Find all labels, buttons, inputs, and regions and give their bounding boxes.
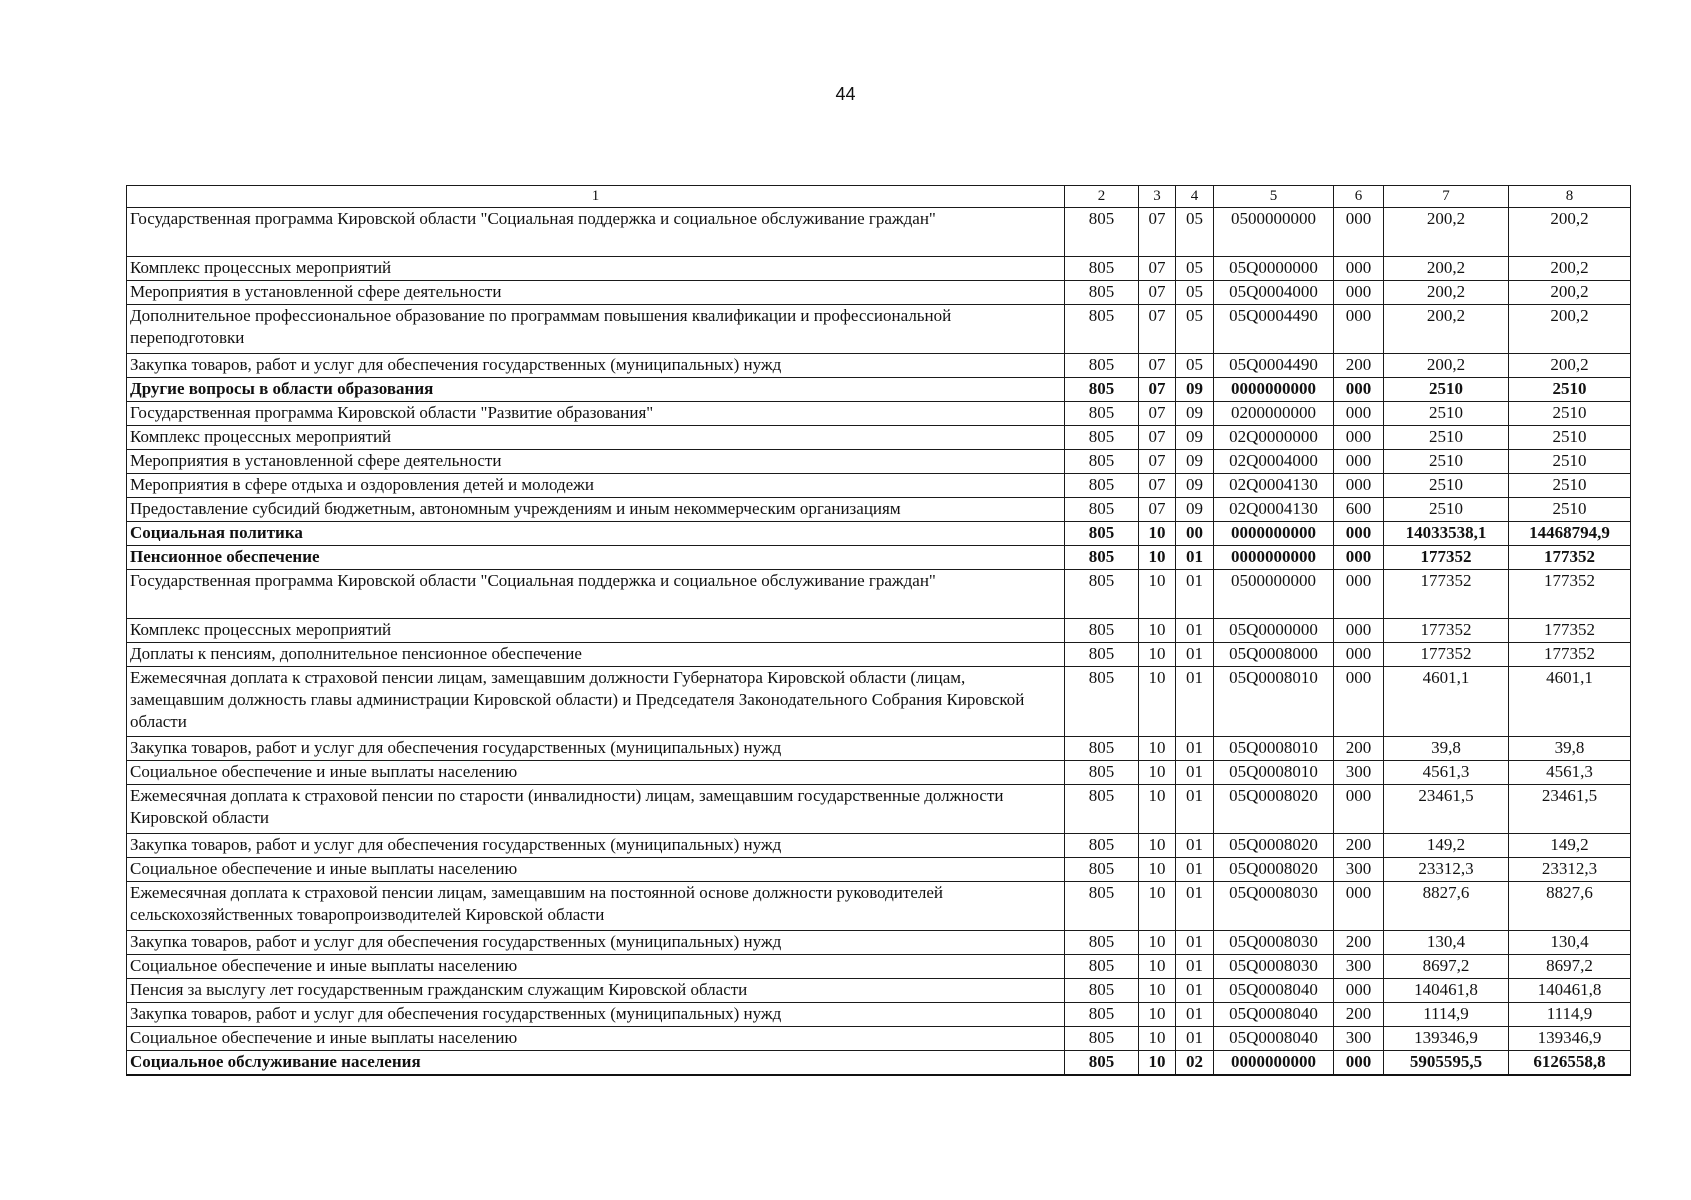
amount-cell: 140461,8 — [1509, 979, 1631, 1003]
code-cell: 805 — [1065, 619, 1139, 643]
row-name: Социальное обслуживание населения — [127, 1051, 1065, 1076]
row-name: Дополнительное профессиональное образование по программам повышения квалификации и профессиональной переподготовки — [127, 305, 1065, 354]
code-cell: 07 — [1139, 498, 1176, 522]
code-cell: 805 — [1065, 737, 1139, 761]
code-cell: 07 — [1139, 450, 1176, 474]
code-cell: 000 — [1334, 522, 1384, 546]
code-cell: 01 — [1176, 785, 1214, 834]
row-name: Мероприятия в установленной сфере деятельности — [127, 450, 1065, 474]
code-cell: 0000000000 — [1214, 1051, 1334, 1076]
code-cell: 05Q0008010 — [1214, 761, 1334, 785]
amount-cell: 14468794,9 — [1509, 522, 1631, 546]
amount-cell: 2510 — [1509, 474, 1631, 498]
amount-cell: 149,2 — [1509, 834, 1631, 858]
code-cell: 10 — [1139, 834, 1176, 858]
code-cell: 805 — [1065, 1027, 1139, 1051]
code-cell: 805 — [1065, 1051, 1139, 1076]
code-cell: 000 — [1334, 402, 1384, 426]
amount-cell: 177352 — [1509, 546, 1631, 570]
amount-cell: 2510 — [1509, 378, 1631, 402]
code-cell: 805 — [1065, 208, 1139, 257]
table-row — [127, 257, 1631, 281]
code-cell: 000 — [1334, 1051, 1384, 1076]
table-row — [127, 378, 1631, 402]
code-cell: 10 — [1139, 522, 1176, 546]
code-cell: 805 — [1065, 761, 1139, 785]
table-row — [127, 208, 1631, 257]
code-cell: 05 — [1176, 305, 1214, 354]
code-cell: 10 — [1139, 955, 1176, 979]
amount-cell: 2510 — [1384, 474, 1509, 498]
amount-cell: 2510 — [1509, 426, 1631, 450]
code-cell: 07 — [1139, 474, 1176, 498]
amount-cell: 6126558,8 — [1509, 1051, 1631, 1076]
row-name: Социальное обеспечение и иные выплаты населению — [127, 955, 1065, 979]
code-cell: 05Q0004000 — [1214, 281, 1334, 305]
table-row — [127, 979, 1631, 1003]
amount-cell: 2510 — [1384, 498, 1509, 522]
row-name: Закупка товаров, работ и услуг для обеспечения государственных (муниципальных) нужд — [127, 1003, 1065, 1027]
code-cell: 01 — [1176, 643, 1214, 667]
amount-cell: 4561,3 — [1509, 761, 1631, 785]
header-cell: 7 — [1384, 186, 1509, 208]
code-cell: 805 — [1065, 498, 1139, 522]
table-row — [127, 931, 1631, 955]
code-cell: 805 — [1065, 955, 1139, 979]
row-name: Государственная программа Кировской области "Социальная поддержка и социальное обслуживание граждан" — [127, 570, 1065, 619]
code-cell: 02 — [1176, 1051, 1214, 1076]
amount-cell: 177352 — [1384, 546, 1509, 570]
code-cell: 000 — [1334, 378, 1384, 402]
table-row — [127, 882, 1631, 931]
code-cell: 05 — [1176, 257, 1214, 281]
code-cell: 05Q0008010 — [1214, 737, 1334, 761]
code-cell: 000 — [1334, 882, 1384, 931]
code-cell: 0500000000 — [1214, 570, 1334, 619]
code-cell: 000 — [1334, 281, 1384, 305]
code-cell: 05Q0004490 — [1214, 305, 1334, 354]
amount-cell: 2510 — [1509, 498, 1631, 522]
code-cell: 0000000000 — [1214, 522, 1334, 546]
code-cell: 200 — [1334, 354, 1384, 378]
table-row — [127, 667, 1631, 737]
row-name: Мероприятия в установленной сфере деятельности — [127, 281, 1065, 305]
code-cell: 10 — [1139, 761, 1176, 785]
code-cell: 10 — [1139, 1051, 1176, 1076]
amount-cell: 177352 — [1384, 619, 1509, 643]
amount-cell: 177352 — [1509, 619, 1631, 643]
code-cell: 07 — [1139, 281, 1176, 305]
header-cell: 6 — [1334, 186, 1384, 208]
code-cell: 805 — [1065, 474, 1139, 498]
table-row — [127, 737, 1631, 761]
code-cell: 0500000000 — [1214, 208, 1334, 257]
code-cell: 05 — [1176, 281, 1214, 305]
code-cell: 09 — [1176, 402, 1214, 426]
amount-cell: 23312,3 — [1384, 858, 1509, 882]
code-cell: 05Q0008040 — [1214, 979, 1334, 1003]
page-number: 44 — [835, 84, 856, 104]
code-cell: 000 — [1334, 979, 1384, 1003]
code-cell: 01 — [1176, 1003, 1214, 1027]
code-cell: 805 — [1065, 305, 1139, 354]
code-cell: 07 — [1139, 426, 1176, 450]
amount-cell: 140461,8 — [1384, 979, 1509, 1003]
code-cell: 07 — [1139, 257, 1176, 281]
code-cell: 000 — [1334, 257, 1384, 281]
amount-cell: 2510 — [1384, 378, 1509, 402]
amount-cell: 177352 — [1384, 570, 1509, 619]
header-cell: 8 — [1509, 186, 1631, 208]
code-cell: 000 — [1334, 570, 1384, 619]
code-cell: 000 — [1334, 305, 1384, 354]
code-cell: 000 — [1334, 426, 1384, 450]
header-cell: 4 — [1176, 186, 1214, 208]
header-cell: 1 — [127, 186, 1065, 208]
code-cell: 07 — [1139, 354, 1176, 378]
table-row — [127, 619, 1631, 643]
code-cell: 10 — [1139, 619, 1176, 643]
code-cell: 300 — [1334, 858, 1384, 882]
row-name: Государственная программа Кировской области "Социальная поддержка и социальное обслуживание граждан" — [127, 208, 1065, 257]
amount-cell: 4601,1 — [1509, 667, 1631, 737]
code-cell: 05Q0008030 — [1214, 931, 1334, 955]
amount-cell: 200,2 — [1384, 208, 1509, 257]
code-cell: 805 — [1065, 931, 1139, 955]
row-name: Комплекс процессных мероприятий — [127, 426, 1065, 450]
code-cell: 10 — [1139, 1027, 1176, 1051]
code-cell: 05Q0008020 — [1214, 858, 1334, 882]
code-cell: 05Q0008030 — [1214, 882, 1334, 931]
amount-cell: 2510 — [1384, 450, 1509, 474]
amount-cell: 2510 — [1384, 426, 1509, 450]
amount-cell: 1114,9 — [1509, 1003, 1631, 1027]
row-name: Государственная программа Кировской области "Развитие образования" — [127, 402, 1065, 426]
code-cell: 200 — [1334, 1003, 1384, 1027]
amount-cell: 8827,6 — [1509, 882, 1631, 931]
row-name: Социальное обеспечение и иные выплаты населению — [127, 1027, 1065, 1051]
table-row — [127, 498, 1631, 522]
code-cell: 01 — [1176, 546, 1214, 570]
code-cell: 805 — [1065, 570, 1139, 619]
code-cell: 805 — [1065, 378, 1139, 402]
code-cell: 805 — [1065, 858, 1139, 882]
code-cell: 805 — [1065, 667, 1139, 737]
code-cell: 805 — [1065, 785, 1139, 834]
amount-cell: 23461,5 — [1384, 785, 1509, 834]
code-cell: 0000000000 — [1214, 378, 1334, 402]
code-cell: 01 — [1176, 979, 1214, 1003]
code-cell: 0200000000 — [1214, 402, 1334, 426]
code-cell: 000 — [1334, 546, 1384, 570]
code-cell: 05Q0008040 — [1214, 1027, 1334, 1051]
row-name: Комплекс процессных мероприятий — [127, 257, 1065, 281]
code-cell: 07 — [1139, 305, 1176, 354]
header-cell: 2 — [1065, 186, 1139, 208]
row-name: Социальное обеспечение и иные выплаты населению — [127, 761, 1065, 785]
row-name: Ежемесячная доплата к страховой пенсии по старости (инвалидности) лицам, замещавшим государственные должности Кировской области — [127, 785, 1065, 834]
row-name: Предоставление субсидий бюджетным, автономным учреждениям и иным некоммерческим организациям — [127, 498, 1065, 522]
code-cell: 01 — [1176, 667, 1214, 737]
code-cell: 01 — [1176, 737, 1214, 761]
table-row — [127, 426, 1631, 450]
code-cell: 600 — [1334, 498, 1384, 522]
code-cell: 10 — [1139, 643, 1176, 667]
table-row — [127, 546, 1631, 570]
row-name: Комплекс процессных мероприятий — [127, 619, 1065, 643]
amount-cell: 149,2 — [1384, 834, 1509, 858]
code-cell: 10 — [1139, 882, 1176, 931]
code-cell: 02Q0004130 — [1214, 498, 1334, 522]
code-cell: 805 — [1065, 979, 1139, 1003]
table-row — [127, 1051, 1631, 1076]
code-cell: 805 — [1065, 426, 1139, 450]
row-name: Пенсионное обеспечение — [127, 546, 1065, 570]
amount-cell: 200,2 — [1384, 281, 1509, 305]
table-row — [127, 450, 1631, 474]
amount-cell: 200,2 — [1509, 281, 1631, 305]
table-row — [127, 474, 1631, 498]
code-cell: 805 — [1065, 834, 1139, 858]
amount-cell: 4561,3 — [1384, 761, 1509, 785]
code-cell: 805 — [1065, 643, 1139, 667]
table-row — [127, 354, 1631, 378]
row-name: Мероприятия в сфере отдыха и оздоровления детей и молодежи — [127, 474, 1065, 498]
code-cell: 300 — [1334, 761, 1384, 785]
code-cell: 07 — [1139, 208, 1176, 257]
code-cell: 02Q0000000 — [1214, 426, 1334, 450]
code-cell: 01 — [1176, 619, 1214, 643]
row-name: Социальное обеспечение и иные выплаты населению — [127, 858, 1065, 882]
code-cell: 200 — [1334, 931, 1384, 955]
code-cell: 10 — [1139, 667, 1176, 737]
code-cell: 09 — [1176, 450, 1214, 474]
amount-cell: 4601,1 — [1384, 667, 1509, 737]
amount-cell: 8827,6 — [1384, 882, 1509, 931]
code-cell: 05Q0008040 — [1214, 1003, 1334, 1027]
amount-cell: 8697,2 — [1509, 955, 1631, 979]
code-cell: 10 — [1139, 979, 1176, 1003]
code-cell: 805 — [1065, 450, 1139, 474]
table-row — [127, 522, 1631, 546]
amount-cell: 177352 — [1509, 643, 1631, 667]
code-cell: 05 — [1176, 354, 1214, 378]
code-cell: 01 — [1176, 931, 1214, 955]
code-cell: 000 — [1334, 667, 1384, 737]
code-cell: 05Q0000000 — [1214, 257, 1334, 281]
table-row — [127, 1003, 1631, 1027]
code-cell: 07 — [1139, 402, 1176, 426]
code-cell: 05Q0000000 — [1214, 619, 1334, 643]
code-cell: 805 — [1065, 882, 1139, 931]
header-cell: 5 — [1214, 186, 1334, 208]
row-name: Доплаты к пенсиям, дополнительное пенсионное обеспечение — [127, 643, 1065, 667]
table-row — [127, 1027, 1631, 1051]
code-cell: 10 — [1139, 546, 1176, 570]
row-name: Пенсия за выслугу лет государственным гражданским служащим Кировской области — [127, 979, 1065, 1003]
budget-table — [126, 185, 1631, 1076]
table-row — [127, 955, 1631, 979]
table-row — [127, 570, 1631, 619]
code-cell: 01 — [1176, 858, 1214, 882]
amount-cell: 5905595,5 — [1384, 1051, 1509, 1076]
code-cell: 805 — [1065, 281, 1139, 305]
code-cell: 805 — [1065, 402, 1139, 426]
code-cell: 05Q0008010 — [1214, 667, 1334, 737]
code-cell: 805 — [1065, 546, 1139, 570]
code-cell: 09 — [1176, 426, 1214, 450]
code-cell: 01 — [1176, 834, 1214, 858]
table-row — [127, 834, 1631, 858]
code-cell: 02Q0004000 — [1214, 450, 1334, 474]
amount-cell: 200,2 — [1509, 257, 1631, 281]
code-cell: 000 — [1334, 474, 1384, 498]
code-cell: 805 — [1065, 1003, 1139, 1027]
amount-cell: 130,4 — [1384, 931, 1509, 955]
amount-cell: 130,4 — [1509, 931, 1631, 955]
code-cell: 200 — [1334, 834, 1384, 858]
row-name: Закупка товаров, работ и услуг для обеспечения государственных (муниципальных) нужд — [127, 354, 1065, 378]
table-row — [127, 281, 1631, 305]
table-row — [127, 785, 1631, 834]
code-cell: 000 — [1334, 619, 1384, 643]
table-row — [127, 761, 1631, 785]
table-row — [127, 643, 1631, 667]
code-cell: 805 — [1065, 257, 1139, 281]
code-cell: 07 — [1139, 378, 1176, 402]
code-cell: 05Q0008020 — [1214, 834, 1334, 858]
code-cell: 05Q0008020 — [1214, 785, 1334, 834]
amount-cell: 200,2 — [1384, 257, 1509, 281]
code-cell: 300 — [1334, 1027, 1384, 1051]
code-cell: 000 — [1334, 208, 1384, 257]
code-cell: 805 — [1065, 354, 1139, 378]
code-cell: 10 — [1139, 570, 1176, 619]
amount-cell: 39,8 — [1509, 737, 1631, 761]
row-name: Ежемесячная доплата к страховой пенсии лицам, замещавшим должности Губернатора Кировской области (лицам, замещавшим должность главы администрации Кировской области) и Председателя Законодательного Собрания Кировской области — [127, 667, 1065, 737]
table-row — [127, 305, 1631, 354]
amount-cell: 139346,9 — [1509, 1027, 1631, 1051]
code-cell: 000 — [1334, 643, 1384, 667]
amount-cell: 39,8 — [1384, 737, 1509, 761]
amount-cell: 2510 — [1509, 450, 1631, 474]
code-cell: 01 — [1176, 761, 1214, 785]
header-row — [127, 186, 1631, 208]
row-name: Социальная политика — [127, 522, 1065, 546]
code-cell: 05Q0004490 — [1214, 354, 1334, 378]
code-cell: 01 — [1176, 1027, 1214, 1051]
row-name: Закупка товаров, работ и услуг для обеспечения государственных (муниципальных) нужд — [127, 737, 1065, 761]
amount-cell: 14033538,1 — [1384, 522, 1509, 546]
row-name: Закупка товаров, работ и услуг для обеспечения государственных (муниципальных) нужд — [127, 834, 1065, 858]
amount-cell: 200,2 — [1509, 354, 1631, 378]
amount-cell: 200,2 — [1509, 208, 1631, 257]
amount-cell: 23312,3 — [1509, 858, 1631, 882]
code-cell: 10 — [1139, 931, 1176, 955]
code-cell: 805 — [1065, 522, 1139, 546]
code-cell: 200 — [1334, 737, 1384, 761]
amount-cell: 2510 — [1384, 402, 1509, 426]
row-name: Ежемесячная доплата к страховой пенсии лицам, замещавшим на постоянной основе должности руководителей сельскохозяйственных товаропроизводителей Кировской области — [127, 882, 1065, 931]
amount-cell: 1114,9 — [1384, 1003, 1509, 1027]
code-cell: 05 — [1176, 208, 1214, 257]
code-cell: 00 — [1176, 522, 1214, 546]
row-name: Другие вопросы в области образования — [127, 378, 1065, 402]
amount-cell: 200,2 — [1509, 305, 1631, 354]
code-cell: 01 — [1176, 570, 1214, 619]
code-cell: 10 — [1139, 785, 1176, 834]
amount-cell: 2510 — [1509, 402, 1631, 426]
code-cell: 10 — [1139, 737, 1176, 761]
table-row — [127, 858, 1631, 882]
table-row — [127, 402, 1631, 426]
row-name: Закупка товаров, работ и услуг для обеспечения государственных (муниципальных) нужд — [127, 931, 1065, 955]
amount-cell: 177352 — [1384, 643, 1509, 667]
code-cell: 09 — [1176, 474, 1214, 498]
code-cell: 01 — [1176, 955, 1214, 979]
code-cell: 05Q0008000 — [1214, 643, 1334, 667]
code-cell: 01 — [1176, 882, 1214, 931]
header-cell: 3 — [1139, 186, 1176, 208]
amount-cell: 139346,9 — [1384, 1027, 1509, 1051]
code-cell: 000 — [1334, 785, 1384, 834]
code-cell: 300 — [1334, 955, 1384, 979]
code-cell: 10 — [1139, 858, 1176, 882]
code-cell: 09 — [1176, 498, 1214, 522]
code-cell: 000 — [1334, 450, 1384, 474]
amount-cell: 200,2 — [1384, 305, 1509, 354]
code-cell: 10 — [1139, 1003, 1176, 1027]
code-cell: 09 — [1176, 378, 1214, 402]
amount-cell: 8697,2 — [1384, 955, 1509, 979]
amount-cell: 23461,5 — [1509, 785, 1631, 834]
amount-cell: 177352 — [1509, 570, 1631, 619]
code-cell: 05Q0008030 — [1214, 955, 1334, 979]
code-cell: 0000000000 — [1214, 546, 1334, 570]
amount-cell: 200,2 — [1384, 354, 1509, 378]
code-cell: 02Q0004130 — [1214, 474, 1334, 498]
